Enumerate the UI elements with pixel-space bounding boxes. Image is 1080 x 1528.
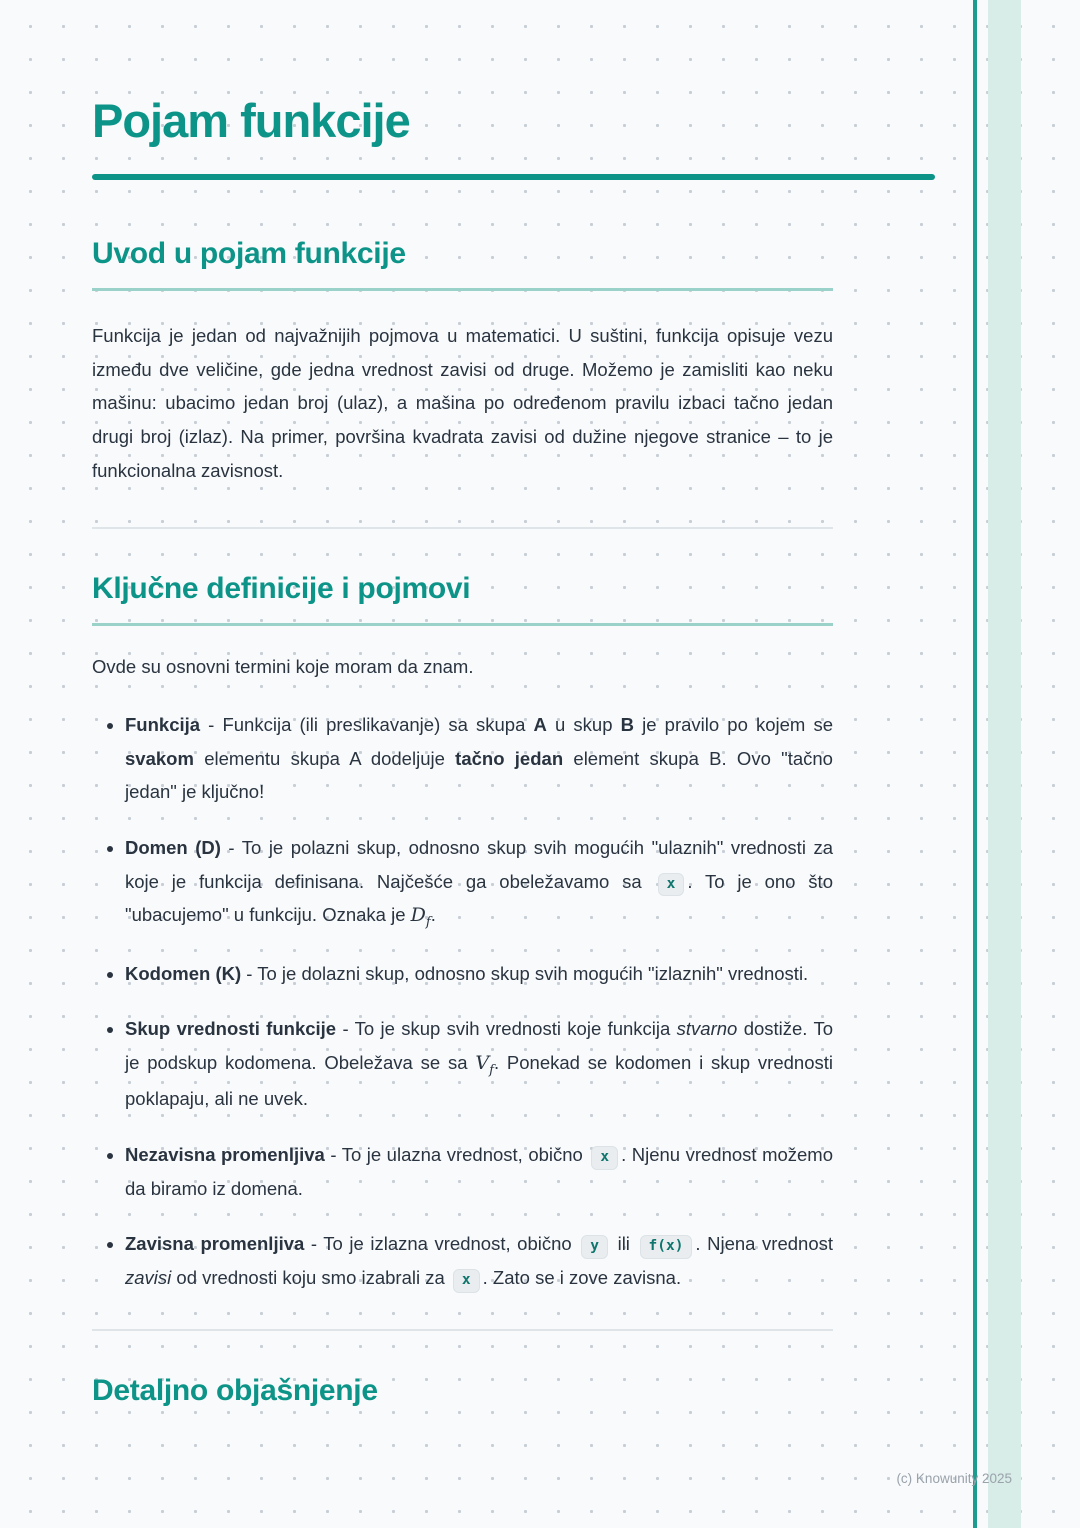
definition-text: Skup vrednosti funkcije - To je skup svih vrednosti koje funkcija stvarno dostiže. To je podskup kodomena. Obeležava se sa $V_f$. Ponekad se kodomen i skup vrednosti poklapaju, ali ne uvek. <box>125 1018 833 1110</box>
definition-text: Kodomen (K) - To je dolazni skup, odnosno skup svih mogućih "izlaznih" vrednosti. <box>125 962 809 984</box>
page-edge-mint-strip <box>988 0 1021 1528</box>
definitions-list <box>92 708 833 1295</box>
section-divider <box>92 1329 833 1331</box>
definition-item-zavisna <box>125 1227 833 1294</box>
inline-code-badge: x <box>591 1146 618 1170</box>
definition-item-domen <box>125 831 833 935</box>
page-title: Pojam funkcije <box>92 94 410 147</box>
inline-code-badge: y <box>581 1235 608 1259</box>
definition-text: Zavisna promenljiva - To je izlazna vrednost, obično y ili f(x) . Njena vrednost zavisi od vrednosti koju smo izabrali za x . Zato se i zove zavisna. <box>125 1233 833 1288</box>
definition-item-skup-vrednosti <box>125 1012 833 1116</box>
definition-text: Domen (D) - To je polazni skup, odnosno skup svih mogućih "ulaznih" vrednosti za koje je funkcija definisana. Najčešće ga obeležavamo sa x . To je ono što "ubacujemo" u funkciju. Oznaka je $D_f$. <box>125 836 833 931</box>
section-heading-detaljno: Detaljno objašnjenje <box>92 1373 378 1407</box>
inline-code-badge: f(x) <box>640 1235 693 1259</box>
section-heading-definicije: Ključne definicije i pojmovi <box>92 571 833 626</box>
math-notation: $D_f$ <box>410 904 431 931</box>
notes-page-content <box>92 0 833 1409</box>
definition-text: Nezavisna promenljiva - To je ulazna vrednost, obično x . Njenu vrednost možemo da biramo iz domena. <box>125 1144 834 1199</box>
definition-item-funkcija <box>125 708 833 809</box>
inline-code-badge: x <box>453 1269 480 1293</box>
section-uvod <box>92 236 833 487</box>
definition-item-kodomen <box>125 957 833 991</box>
definition-text: Funkcija - Funkcija (ili preslikavanje) sa skupa A u skup B je pravilo po kojem se svakom elementu skupa A dodeljuje tačno jedan element skupa B. Ovo "tačno jedan" je ključno! <box>125 713 833 803</box>
title-underline-rule <box>92 174 935 180</box>
copyright: (c) Knowunity 2025 <box>896 1471 1012 1486</box>
page-edge-accent-line <box>973 0 977 1528</box>
inline-code-badge: x <box>658 873 685 897</box>
section-detaljno <box>92 1373 833 1409</box>
intro-paragraph: Funkcija je jedan od najvažnijih pojmova u matematici. U suštini, funkcija opisuje vezu između dve veličine, gde jedna vrednost zavisi od druge. Možemo je zamisliti kao neku mašinu: ubacimo jedan broj (ulaz), a mašina po određenom pravilu izbaci tačno jedan drugi broj (izlaz). Na primer, površina kvadrata zavisi od dužine njegove stranice – to je funkcionalna zavisnost. <box>92 325 833 481</box>
definition-item-nezavisna <box>125 1138 833 1205</box>
section-definicije <box>92 571 833 1294</box>
section-divider <box>92 527 833 529</box>
section-heading-uvod: Uvod u pojam funkcije <box>92 236 833 291</box>
definitions-intro: Ovde su osnovni termini koje moram da znam. <box>92 656 474 678</box>
math-notation: $V_f$ <box>475 1052 494 1078</box>
